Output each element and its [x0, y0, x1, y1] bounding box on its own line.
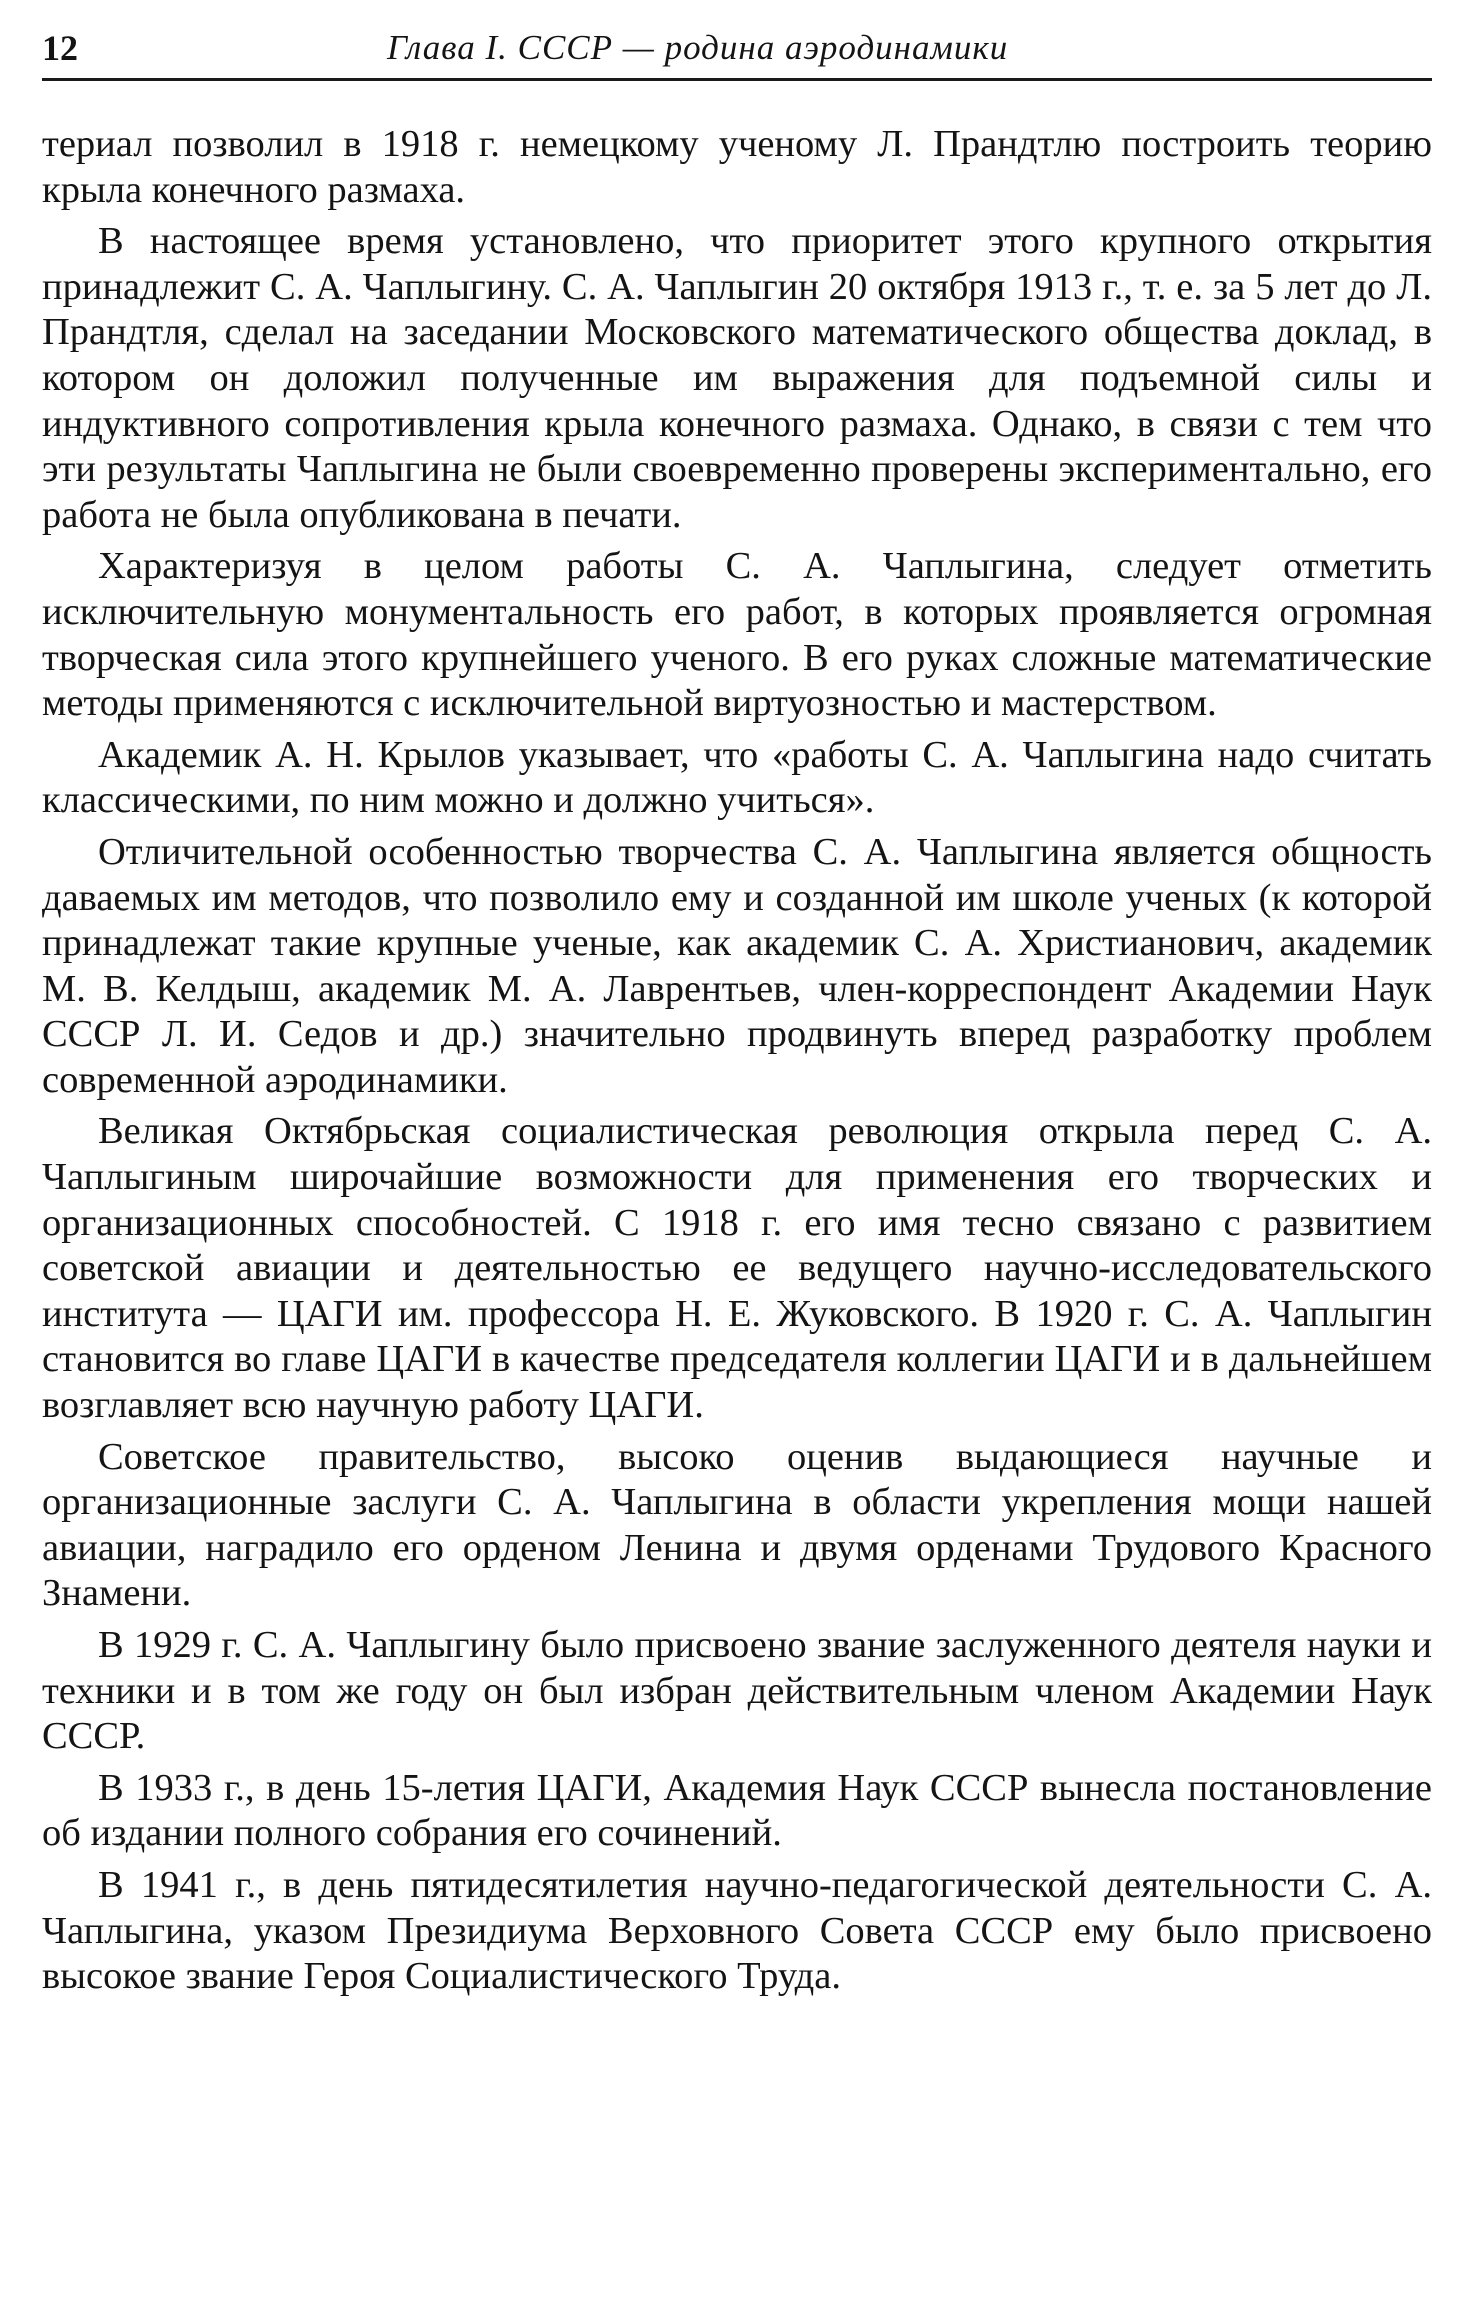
paragraph: Академик А. Н. Крылов указывает, что «работы С. А. Чаплыгина надо считать классическими, по ним можно и должно учиться». [42, 733, 1432, 822]
paragraph: Отличительной особенностью творчества С. А. Чаплыгина является общность даваемых им методов, что позволило ему и созданной им школе ученых (к которой принадлежат такие крупные ученые, как академик С. А. Христианович, академик М. В. Келдыш, академик М. А. Лаврентьев, член-корреспондент Академии Наук СССР Л. И. Седов и др.) значительно продвинуть вперед разработку проблем современной аэродинамики. [42, 830, 1432, 1101]
running-title: Глава I. СССР — родина аэродинамики [387, 28, 1009, 67]
page-number: 12 [42, 28, 78, 68]
paragraph: В 1941 г., в день пятидесятилетия научно-педагогической деятельности С. А. Чаплыгина, указом Президиума Верховного Совета СССР ему было присвоено высокое звание Героя Социалистического Труда. [42, 1863, 1432, 1998]
paragraph: Великая Октябрьская социалистическая революция открыла перед С. А. Чаплыгиным широчайшие возможности для применения его творческих и организационных способностей. С 1918 г. его имя тесно связано с развитием советской авиации и деятельностью ее ведущего научно-исследовательского института — ЦАГИ им. профессора Н. Е. Жуковского. В 1920 г. С. А. Чаплыгин становится во главе ЦАГИ в качестве председателя коллегии ЦАГИ и в дальнейшем возглавляет всю научную работу ЦАГИ. [42, 1110, 1432, 1427]
paragraph: В настоящее время установлено, что приоритет этого крупного открытия принадлежит С. А. Чаплыгину. С. А. Чаплыгин 20 октября 1913 г., т. е. за 5 лет до Л. Прандтля, сделал на заседании Московского математического общества доклад, в котором он доложил полученные им выражения для подъемной силы и индуктивного сопротивления крыла конечного размаха. Однако, в связи с тем что эти результаты Чаплыгина не были своевременно проверены экспериментально, его работа не была опубликована в печати. [42, 220, 1432, 536]
paragraph: В 1933 г., в день 15-летия ЦАГИ, Академия Наук СССР вынесла постановление об издании полного собрания его сочинений. [42, 1766, 1432, 1855]
running-header [42, 26, 1432, 70]
paragraph: Советское правительство, высоко оценив выдающиеся научные и организационные заслуги С. А. Чаплыгина в области укрепления мощи нашей авиации, наградило его орденом Ленина и двумя орденами Трудового Красного Знамени. [42, 1435, 1432, 1615]
paragraph: В 1929 г. С. А. Чаплыгину было присвоено звание заслуженного деятеля науки и техники и в том же году он был избран действительным членом Академии Наук СССР. [42, 1624, 1432, 1758]
header-rule [42, 78, 1432, 81]
body-text [42, 122, 1432, 2006]
paragraph: териал позволил в 1918 г. немецкому ученому Л. Прандтлю построить теорию крыла конечного размаха. [42, 123, 1432, 211]
paragraph: Характеризуя в целом работы С. А. Чаплыгина, следует отметить исключительную монументальность его работ, в которых проявляется огромная творческая сила этого крупнейшего ученого. В его руках сложные математические методы применяются с исключительной виртуозностью и мастерством. [42, 545, 1432, 725]
